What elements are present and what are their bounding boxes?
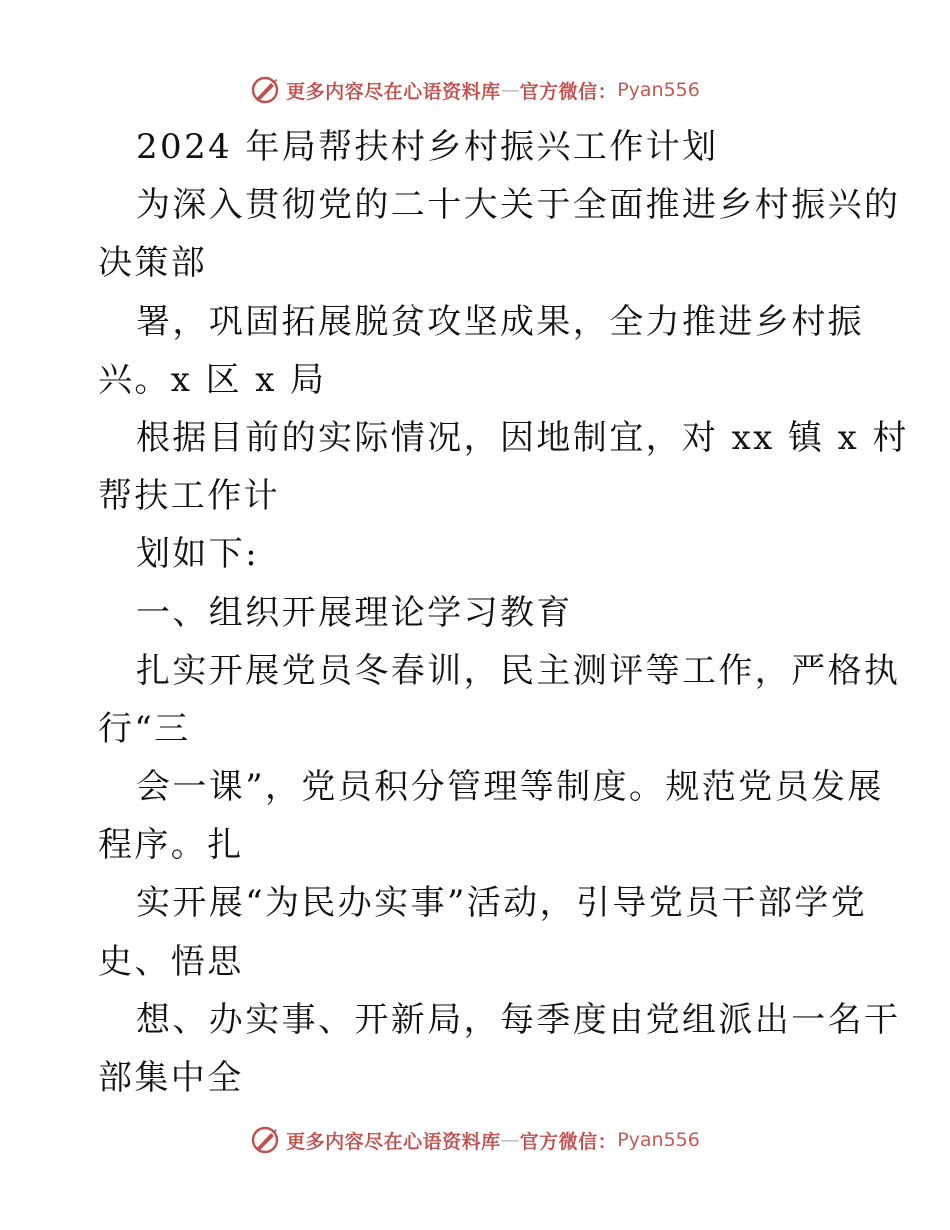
paragraph-line: 想、办实事、开新局，每季度由党组派出一名干 (136, 999, 901, 1040)
paragraph-line: 决策部 (98, 243, 208, 284)
header-watermark (0, 70, 950, 110)
paragraph-line: 兴。x 区 x 局 (98, 359, 327, 400)
paragraph-line: 为深入贯彻党的二十大关于全面推进乡村振兴的 (136, 185, 901, 226)
paragraph-line: 根据目前的实际情况，因地制宜，对 xx 镇 x 村 (136, 417, 909, 458)
quill-pen-circle-icon (250, 1125, 280, 1155)
paragraph-line: 扎实开展党员冬春训，民主测评等工作，严格执 (136, 650, 901, 691)
footer-watermark (0, 1120, 950, 1160)
watermark-official-text: 官方微信： (519, 80, 618, 103)
watermark-handle: Pyan556 (617, 1129, 700, 1151)
watermark-separator: — (500, 1129, 520, 1151)
watermark-brand-text: 更多内容尽在心语资料库 (286, 80, 501, 103)
document-body (98, 118, 909, 1107)
paragraph-line: 署，巩固拓展脱贫攻坚成果，全力推进乡村振 (136, 301, 864, 342)
watermark-handle: Pyan556 (617, 79, 700, 101)
paragraph-line: 程序。扎 (98, 825, 244, 866)
watermark-official-text: 官方微信： (519, 1130, 618, 1153)
watermark-separator: — (500, 79, 520, 101)
paragraph-line: 会一课”，党员积分管理等制度。规范党员发展 (136, 767, 884, 808)
section-heading: 一、组织开展理论学习教育 (136, 592, 573, 633)
paragraph-line: 帮扶工作计 (98, 476, 280, 517)
paragraph-line: 实开展“为民办实事”活动，引导党员干部学党 (136, 883, 868, 924)
paragraph-line: 行“三 (98, 708, 191, 749)
paragraph-line: 部集中全 (98, 1058, 244, 1098)
watermark-brand-text: 更多内容尽在心语资料库 (286, 1130, 501, 1153)
document-title: 2024 年局帮扶村乡村振兴工作计划 (136, 127, 719, 167)
quill-pen-circle-icon (250, 75, 280, 105)
paragraph-line: 史、悟思 (98, 941, 244, 982)
paragraph-line: 划如下: (136, 534, 260, 575)
